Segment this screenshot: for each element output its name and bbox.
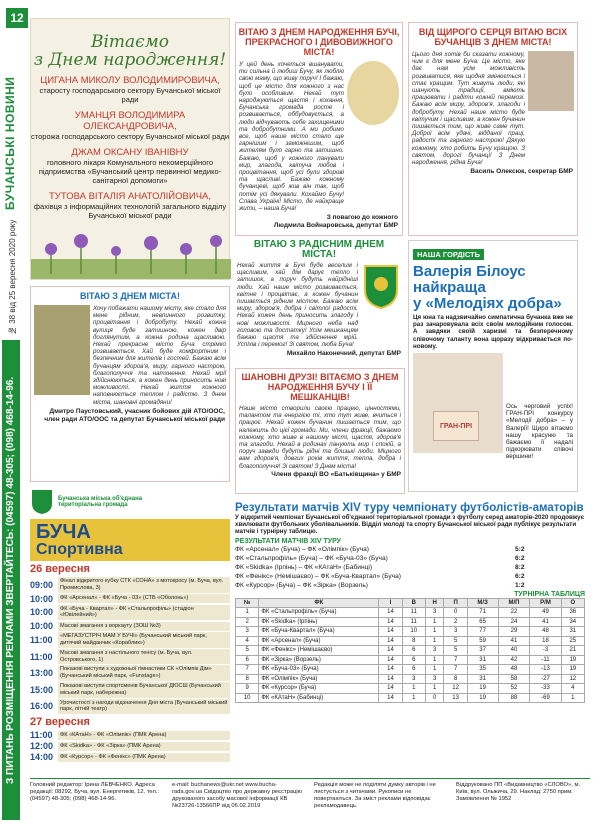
- stat-cell: -33: [530, 684, 561, 694]
- newspaper-brand: БУЧАНСЬКІ НОВИНИ: [3, 76, 17, 210]
- team-cell: ФК «Фенікс» (Немішаєво): [259, 646, 379, 656]
- column-header: М/З: [467, 598, 498, 608]
- table-header: [236, 598, 585, 608]
- team-cell: ФК «Буча-03» (Буча): [259, 665, 379, 675]
- stat-cell: 3: [444, 627, 467, 637]
- person-position: сторожа господарського сектору Бучанської міської ради: [31, 132, 230, 141]
- event-row: [30, 577, 230, 593]
- match-score: 5:2: [515, 545, 525, 553]
- stat-cell: 19: [561, 665, 584, 675]
- signature-line2: Людмила Войнаровська, депутат БМР: [273, 222, 398, 230]
- event-desc: ФК «Буча - Квартал» - ФК «Стальпрофіль» (стадіон «Ювілейний»): [58, 605, 230, 621]
- team-cell: ФК «КАтаН» (Бабинці): [259, 693, 379, 703]
- event-time: 16:00: [30, 701, 54, 712]
- article-note: Ось черговий успіх! ГРАН-ПРІ конкурсу «Мелодії добра» – у Валерії! Щиро вітаємо нашу красуню та бажаємо її надалі підкорювати співочі вершини!: [506, 403, 573, 461]
- stat-cell: 4: [236, 636, 259, 646]
- column-header: Р/М: [530, 598, 561, 608]
- event-time: 13:00: [30, 668, 54, 679]
- section-tag: НАША ГОРДІСТЬ: [413, 249, 484, 260]
- stat-cell: 31: [561, 627, 584, 637]
- stat-cell: 14: [379, 665, 402, 675]
- stat-cell: 65: [467, 617, 498, 627]
- stat-cell: 8: [444, 674, 467, 684]
- event-desc: ФК «Skidka» - ФК «Зірка» (ПМК Арена): [58, 742, 230, 751]
- stat-cell: 42: [498, 655, 530, 665]
- stat-cell: 36: [561, 608, 584, 618]
- article-bilous: [408, 240, 578, 492]
- signature-line1: З повагою до кожного: [326, 214, 398, 222]
- stat-cell: 1: [425, 655, 444, 665]
- table-row: [236, 684, 585, 694]
- program-title: [30, 519, 230, 561]
- stat-cell: 10: [236, 693, 259, 703]
- match-teams: ФК «Стальпрофіль» (Буча) – ФК «Буча-03» (Буча): [235, 554, 388, 562]
- event-row: [30, 632, 230, 648]
- birthday-greeting: [30, 18, 230, 280]
- match-score: 6:2: [515, 573, 525, 581]
- match-row: [235, 545, 585, 554]
- author-photo: [347, 61, 399, 125]
- table-body: [236, 608, 585, 703]
- stat-cell: 6: [402, 646, 425, 656]
- standings-table: [235, 598, 585, 704]
- table-row: [236, 674, 585, 684]
- table-row: [236, 693, 585, 703]
- flowers-decoration: [31, 219, 231, 279]
- column-header: ФК: [259, 598, 379, 608]
- match-teams: ФК «Арсенал» (Буча) – ФК «Олімпік» (Буча): [235, 545, 369, 553]
- footer-contacts: e-mail: buchanews@ukr.net www.bucha-rada.gov.ua Свідоцтво про державну реєстрацію друкованого засобу масової інформації КВ №23726-13566ПР від 06.02.2019: [172, 782, 303, 809]
- stat-cell: 14: [379, 684, 402, 694]
- match-teams: ФК «Фенікс» (Немішаєво) – ФК «Буча-Квартал» (Буча): [235, 573, 401, 581]
- stat-cell: 18: [530, 636, 561, 646]
- match-list: [235, 545, 585, 591]
- author-photo: [34, 305, 90, 395]
- event-time: 12:00: [30, 741, 54, 752]
- article-text: У цей день хочеться вшанувати, ти сильна й любиш Бучу, як люблю свою маму, що живу поруч! І бажаю, щоб це місто для кожного з нас було особливим. Нехай тут народжуються щастя і кохання, Бучанська громада росте і розвивається, оббудовується, а люди відчувають себе захищеними та добробутними. А ми робимо все, щоб наше місто стало ще гарнішим і заможнішим, щоб жителям було гарно та затишно. Бажаю, щоб у кожного панували мир, злагода, квітуча любов і процвітання, щоб усі були здорові та щасливі. Бажаю кожному бучанцеві, щоб жив він так, щоб потім усі дякували. Кохаймо Бучу! Слава Україні! Місто, де найкраще жити, – наша Буча!: [239, 61, 344, 213]
- stat-cell: 14: [379, 627, 402, 637]
- column-header: №: [236, 598, 259, 608]
- bucha-coat-icon: [30, 488, 54, 516]
- event-row: [30, 699, 230, 715]
- stat-cell: 29: [498, 627, 530, 637]
- table-row: [236, 655, 585, 665]
- stat-cell: 9: [236, 684, 259, 694]
- event-desc: Масові змагання з воркауту (ЗОШ №3): [58, 622, 230, 631]
- stat-cell: 14: [379, 636, 402, 646]
- article-heading: ВІД ЩИРОГО СЕРЦЯ ВІТАЮ ВСІХ БУЧАНЦІВ З ДНЕМ МІСТА!: [418, 27, 568, 47]
- article-signature: Василь Олексюк, секретар БМР: [470, 168, 573, 176]
- event-time: 11:00: [30, 730, 53, 741]
- stat-cell: 14: [379, 693, 402, 703]
- stat-cell: 3: [236, 627, 259, 637]
- events-day1: [30, 577, 230, 714]
- person-name: ТУТОВА ВІТАЛІЯ АНАТОЛІЙОВИЧА,: [49, 191, 211, 202]
- stat-cell: -69: [530, 693, 561, 703]
- team-cell: ФК «Стальпрофіль» (Буча): [259, 608, 379, 618]
- match-row: [235, 581, 585, 590]
- sidebar: [0, 0, 26, 830]
- stat-cell: 0: [444, 608, 467, 618]
- headline-line1: Валерія Білоус: [413, 263, 526, 280]
- event-time: 15:00: [30, 684, 54, 695]
- event-row: [30, 621, 230, 631]
- stat-cell: 14: [379, 646, 402, 656]
- stat-cell: 77: [467, 627, 498, 637]
- stat-cell: 1: [425, 617, 444, 627]
- stat-cell: 6: [402, 655, 425, 665]
- stat-cell: -11: [530, 655, 561, 665]
- stat-cell: 6: [236, 655, 259, 665]
- article-batkivshchyna: [235, 368, 405, 494]
- person-name: ЦИГАНА МИКОЛУ ВОЛОДИМИРОВИЧА,: [40, 75, 220, 86]
- stat-cell: 8: [402, 636, 425, 646]
- greeting-person-1: [31, 75, 229, 104]
- article-signature: [236, 212, 402, 232]
- event-desc: Масові змагання з настільного тенісу (м. Буча, вул. Островського, 1): [58, 649, 230, 665]
- article-nakonechny: [235, 238, 403, 364]
- footer-disclaimer: Редакція може не поділяти думку авторів і не листується з читачами. Рукописи не повертаються. За зміст реклами відповідає рекламодавець.: [314, 782, 436, 809]
- stat-cell: 0: [425, 693, 444, 703]
- greeting-title-line2: з Днем народження!: [33, 50, 227, 70]
- event-desc: «МЕГАЗУСТРІЧ МАМ У БУЧІ» (Бучанський міський парк, дитячий майданчик «Кораблик»): [58, 632, 230, 648]
- stat-cell: -3: [530, 646, 561, 656]
- results-subheading: РЕЗУЛЬТАТИ МАТЧІВ XIV ТУРУ: [235, 537, 342, 545]
- match-teams: ФК «Курсор» (Буча) – ФК «Зірка» (Ворзель): [235, 582, 368, 590]
- headline-line3: у «Мелодіях добра»: [413, 295, 562, 312]
- event-row: [30, 649, 230, 665]
- footer: [30, 778, 590, 828]
- stat-cell: 3: [425, 674, 444, 684]
- stat-cell: 31: [467, 655, 498, 665]
- team-cell: ФК «Зірка» (Ворзель): [259, 655, 379, 665]
- stat-cell: 48: [498, 665, 530, 675]
- match-score: 6:2: [515, 554, 525, 562]
- title-line2: Спортивна: [36, 541, 123, 558]
- article-heading: ВІТАЮ З ДНЕМ МІСТА!: [80, 291, 180, 301]
- event-desc: ФК «Арсенал» - ФК «Буча - 03» (СТБ «Оболонь»): [58, 594, 230, 603]
- article-voynarovska: [235, 22, 403, 236]
- article-text: Наше місто створили своєю працею, цінностями, талантом та енергією ті, хто тут живе, вчиться і працює. Нехай кожен бучанин пишається тим, що належить до цієї громади. Ми, члени фракції, бажаємо кожному, хто живе в нашому місті, щастя, здоров'я та злагоди. Нехай в родинах панують мир і спокій, а поруч завжди будуть рідні та близькі люди. Міцного вам здоров'я, довгих років життя, тепла, добра і благополуччя! Зі святом! З Днем міста!: [239, 405, 401, 470]
- stat-cell: 7: [444, 655, 467, 665]
- article-oleksyuk: [408, 22, 578, 236]
- stat-cell: 22: [498, 608, 530, 618]
- stat-cell: 5: [444, 636, 467, 646]
- match-score: 8:2: [515, 564, 525, 572]
- greeting-title: [31, 33, 229, 69]
- stat-cell: 19: [467, 693, 498, 703]
- event-time: 11:00: [30, 651, 53, 662]
- stat-cell: 14: [379, 608, 402, 618]
- author-photo: [528, 51, 574, 111]
- stat-cell: 40: [498, 646, 530, 656]
- event-desc: Показові виступи з художньої гімнастики СК «Олімпік Дім» (Бучанський міський парк, «Funstage»): [58, 665, 230, 681]
- stat-cell: 1: [425, 636, 444, 646]
- stat-cell: 11: [402, 617, 425, 627]
- stat-cell: 1: [425, 627, 444, 637]
- team-cell: ФК «Курсор» (Буча): [259, 684, 379, 694]
- article-signature: Михайло Наконечний, депутат БМР: [286, 350, 401, 358]
- table-row: [236, 617, 585, 627]
- article-signature: Члени фракції ВО «Батьківщина» у БМР: [271, 470, 401, 478]
- person-name: УМАНЦЯ ВОЛОДИМИРА ОЛЕКСАНДРОВИЧА,: [74, 110, 186, 132]
- stat-cell: 14: [379, 655, 402, 665]
- stat-cell: 1: [561, 693, 584, 703]
- stat-cell: 14: [379, 617, 402, 627]
- stat-cell: 21: [561, 646, 584, 656]
- event-time: 09:00: [30, 579, 54, 590]
- coat-of-arms-icon: [361, 262, 401, 310]
- stat-cell: 5: [444, 646, 467, 656]
- column-header: І: [379, 598, 402, 608]
- headline-line2: найкраща: [413, 279, 486, 296]
- person-name: ДЖАМ ОКСАНУ ІВАНІВНУ: [71, 147, 189, 158]
- stat-cell: 1: [402, 684, 425, 694]
- event-row: [30, 730, 230, 740]
- issue-info: № 38 від 25 вересня 2020 року: [8, 219, 17, 335]
- article-text: Хочу побажати нашому місту, яке стало для мене рідним, невпинного розвитку, процвітання і добробуту. Нехай кожна вулиця буде затишною, кожен двір доглянутим, а кожна родина щасливою. Нехай прекрасне місто Буча стрімко розвивається. Хай буде комфортним і безпечним для жителів і гостей. Бажаю всім бучанцям здоров'я, миру, гарного настрою, благополуччя та натхнення. Нехай мрії здійснюються, а кожен день приносить нові можливості. Нехай життя кожного наповнюється теплом і радістю. З днем міста, шановні громадяни!: [93, 305, 227, 406]
- table-row: [236, 646, 585, 656]
- column-header: В: [402, 598, 425, 608]
- stat-cell: 1: [425, 684, 444, 694]
- event-time: 10:00: [30, 607, 54, 618]
- stat-cell: 3: [402, 674, 425, 684]
- footer-editor: Головний редактор: Ірина ЛЕВЧЕНКО. Адреса редакції: 08292, Буча, вул. Енергетиків, 12. тел.: (04597) 48-305; (098) 468-14-96.: [30, 782, 160, 802]
- article-text: Нехай життя в Бучі буде веселим і щасливим, хай дім дарує тепло і затишок, а поруч будуть найрідніші люди. Хай наше місто розвивається, квітне і процвітає, а кожен бучанин пишається рідним містом. Бажаю всім миру, здоров'я, добра і світлої радості. Нехай кожен день приносить злагоду і нові можливості. Мирного неба над головою та достатку! Усім мешканцям бажаю щастя та здійснення мрій. Успіхів і перемог! Зі святом, люба Буча!: [237, 262, 358, 349]
- football-results: [235, 502, 585, 774]
- stat-cell: 71: [467, 608, 498, 618]
- singer-photo: [413, 353, 503, 453]
- stat-cell: 41: [530, 617, 561, 627]
- stat-cell: 7: [444, 665, 467, 675]
- stat-cell: -13: [530, 665, 561, 675]
- day-heading: 27 вересня: [30, 716, 90, 729]
- stat-cell: 1: [236, 608, 259, 618]
- stat-cell: 25: [561, 636, 584, 646]
- event-row: [30, 682, 230, 698]
- stat-cell: 3: [425, 646, 444, 656]
- day-heading: 26 вересня: [30, 563, 90, 575]
- team-cell: ФК «Буча-Квартал» (Буча): [259, 627, 379, 637]
- stat-cell: 14: [379, 674, 402, 684]
- ads-contact: З ПИТАНЬ РОЗМІЩЕННЯ РЕКЛАМИ ЗВЕРТАЙТЕСЬ: (04597) 48-305; (098) 468-14-96.: [2, 340, 20, 820]
- stat-cell: 24: [498, 617, 530, 627]
- stat-cell: 1: [402, 693, 425, 703]
- event-time: 10:00: [30, 593, 54, 604]
- stat-cell: 7: [236, 665, 259, 675]
- stat-cell: 19: [467, 684, 498, 694]
- article-headline: [413, 264, 573, 312]
- match-row: [235, 554, 585, 563]
- event-desc: Фінал відкритого кубку СТК «СОНА» з мотокросу (м. Буча, вул. Промислова, 3): [58, 577, 230, 593]
- greeting-person-4: [31, 191, 229, 220]
- article-lead: Ця юна та надзвичайно симпатична бучанка вже не раз зачаровувала всіх своїм мелодійним голосом. А завдяки своїй харизмі та безперечному співочому таланту вона щоразу відкривається по-новому.: [413, 314, 573, 350]
- team-cell: ФК «Арсенал» (Буча): [259, 636, 379, 646]
- stat-cell: 2: [444, 617, 467, 627]
- column-header: О: [561, 598, 584, 608]
- stat-cell: 34: [561, 617, 584, 627]
- article-signature: Дмитро Паустовський, учасник бойових дій АТО/ООС, член ради АТО/ООС та депутат Бучанської міської ради: [44, 407, 225, 423]
- events-day2: [30, 730, 230, 762]
- stat-cell: 31: [467, 674, 498, 684]
- article-paustovsky: [30, 286, 230, 482]
- event-desc: ФК «Курсор» - ФК «Фенікс» (ПМК Арена): [58, 753, 230, 762]
- stat-cell: 3: [425, 608, 444, 618]
- table-row: [236, 636, 585, 646]
- match-row: [235, 563, 585, 572]
- event-row: [30, 752, 230, 762]
- stat-cell: 12: [561, 674, 584, 684]
- stat-cell: -27: [530, 674, 561, 684]
- sports-program: [30, 488, 230, 774]
- column-header: М/П: [498, 598, 530, 608]
- team-cell: ФК «Олімпік» (Буча): [259, 674, 379, 684]
- stat-cell: 88: [498, 693, 530, 703]
- org-name: Бучанська міська об'єднана територіальна громада: [58, 496, 143, 508]
- results-title: Результати матчів XIV туру чемпіонату футболістів-аматорів: [235, 502, 584, 514]
- team-cell: ФК «Skidka» (Ірпінь): [259, 617, 379, 627]
- stat-cell: 11: [402, 608, 425, 618]
- event-desc: Урочистості з нагоди відзначення Дня міста (Бучанський міський парк, літній театр): [58, 699, 230, 715]
- person-position: фахівця з інформаційних технологій загального відділу Бучанської міської ради: [33, 202, 227, 220]
- column-header: П: [444, 598, 467, 608]
- event-time: 10:00: [30, 621, 54, 632]
- greeting-title-line1: Вітаємо: [90, 32, 170, 52]
- article-text: Цього дня хотів би сказати кожному, чим є для мене Буча. Це місто, яке дає нам усім можливість розвиватися, яке щодня змінюється і стає кращим. Тут живуть люди, які шанують традиції, вміють працювати і радіти кожній перемозі. Бажаю всім миру, здоров'я, злагоди і добробуту. Нехай наше місто буде квітучим і щасливим, а кожен бучанин пишається тим, що живе саме тут. Доброї всім удачі, відданої праці, радості та гарного настрою! Дякую кожному, хто робить Бучу кращою. З святом, дорогі бучанці! З Днем народження, рідна Буча!: [412, 51, 525, 167]
- stat-cell: 6: [402, 665, 425, 675]
- article-heading: ВІТАЮ З ДНЕМ НАРОДЖЕННЯ БУЧІ, ПРЕКРАСНОГО І ДИВОВИЖНОГО МІСТА!: [238, 27, 400, 57]
- stat-cell: 19: [561, 655, 584, 665]
- event-time: 11:00: [30, 634, 53, 645]
- stat-cell: 37: [467, 646, 498, 656]
- stat-cell: 5: [236, 646, 259, 656]
- stat-cell: 49: [530, 608, 561, 618]
- stat-cell: 2: [236, 617, 259, 627]
- stat-cell: 52: [498, 684, 530, 694]
- greeting-person-2: [31, 110, 229, 141]
- stat-cell: 13: [444, 693, 467, 703]
- stat-cell: 35: [467, 665, 498, 675]
- table-row: [236, 665, 585, 675]
- table-title: ТУРНІРНА ТАБЛИЦЯ: [514, 590, 585, 598]
- person-position: старосту господарського сектору Бучанської міської ради: [39, 86, 221, 104]
- stat-cell: 10: [402, 627, 425, 637]
- stat-cell: 12: [444, 684, 467, 694]
- match-teams: ФК «Skidka» (Ірпінь) – ФК «КАтаН» (Бабинці): [235, 564, 373, 572]
- person-position: головного лікаря Комунального некомерційного підприємства «Бучанський центр первинної медико-санітарної допомоги»: [38, 158, 222, 185]
- event-row: [30, 741, 230, 751]
- stat-cell: 1: [425, 665, 444, 675]
- event-desc: ФК «КАтаН» - ФК «Олімпік» (ПМК Арена): [58, 731, 230, 740]
- event-row: [30, 605, 230, 621]
- stat-cell: 41: [498, 636, 530, 646]
- stat-cell: 58: [498, 674, 530, 684]
- event-desc: Показові виступи спортсменів Бучанської ДЮСШ (Бучанський міський парк, набережна): [58, 682, 230, 698]
- title-line1: БУЧА: [36, 521, 91, 543]
- stat-cell: 8: [236, 674, 259, 684]
- article-heading: ШАНОВНІ ДРУЗІ! ВІТАЄМО З ДНЕМ НАРОДЖЕННЯ БУЧУ І ЇЇ МЕШКАНЦІВ!: [241, 372, 399, 402]
- match-row: [235, 572, 585, 581]
- results-intro: У відкритий чемпіонат Бучанської об'єднаної територіальної громади з футболу серед аматорів-2020 продовжує хвилювати футбольних уболівальників. Відділ молоді та спорту Бучанської міської ради публікує результати матчів і турнірну таблицю.: [235, 514, 584, 536]
- event-row: [30, 594, 230, 604]
- table-row: [236, 627, 585, 637]
- page-number: 12: [6, 8, 28, 28]
- event-time: 14:00: [30, 752, 54, 763]
- stat-cell: 4: [561, 684, 584, 694]
- grand-prix-poster: ГРАН-ПРІ: [433, 411, 479, 441]
- column-header: Н: [425, 598, 444, 608]
- article-heading: ВІТАЮ З РАДІСНИМ ДНЕМ МІСТА!: [253, 239, 385, 260]
- greeting-person-3: [31, 147, 229, 185]
- match-score: 1:2: [515, 582, 525, 590]
- stat-cell: 59: [467, 636, 498, 646]
- stat-cell: 48: [530, 627, 561, 637]
- event-row: [30, 665, 230, 681]
- footer-printing: Віддруковано ПП «Видавництво «СЛОВО», м. Київ, вул. Ольжича, 29. Наклад: 2750 прим. Замовлення № 1952: [456, 782, 581, 802]
- table-row: [236, 608, 585, 618]
